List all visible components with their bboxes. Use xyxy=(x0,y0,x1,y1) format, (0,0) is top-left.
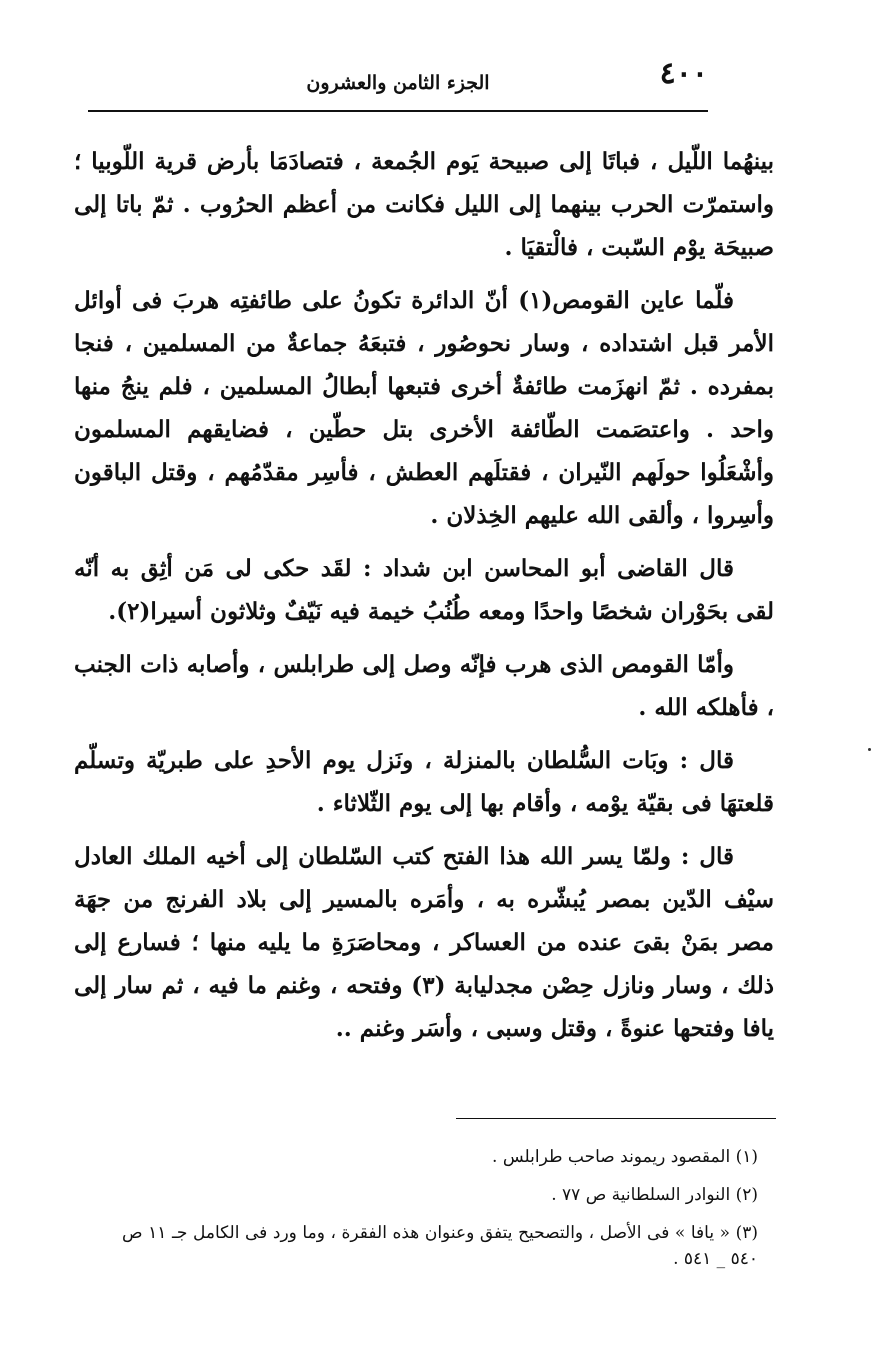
paragraph-4: وأمّا القومص الذى هرب فإنّه وصل إلى طرابلس ، وأصابه ذات الجنب ، فأهلكه الله . xyxy=(74,651,774,721)
paragraph-5: قال : وبَات السُّلطان بالمنزلة ، ونَزل يوم الأحدِ على طبريّة وتسلّم قلعتهَا فى بقيّة يوْمه ، وأقام بها إلى يوم الثّلاثاء . xyxy=(74,747,774,817)
paragraph-6: قال : ولمّا يسر الله هذا الفتح كتب السّلطان إلى أخيه الملك العادل سيْف الدّين بمصر يُبشّره به ، وأمَره بالمسير إلى بلاد الفرنج من جهَة مصر بمَنْ بقىَ عنده من العساكر ، ومحاصَرَةِ ما يليه منها ؛ فسارع إلى ذلك ، وسار ونازل حِصْن مجدليابة (٣) وفتحه ، وغنم ما فيه ، ثم سار إلى يافا وفتحها عنوةً ، وقتل وسبى ، وأسَر وغنم .. xyxy=(74,843,774,1042)
page-number: ٤٠٠ xyxy=(659,56,708,91)
main-text xyxy=(74,140,774,1060)
paragraph-2: فلّما عاين القومص(١) أنّ الدائرة تكونُ على طائفتِه هربَ فى أوائل الأمر قبل اشتداده ، وسار نحوصُور ، فتبعَهُ جماعةٌ من المسلمين ، فنجا بمفرده . ثمّ انهزَمت طائفةٌ أخرى فتبعها أبطالُ المسلمين ، فلم ينجُ منها واحد . واعتصَمت الطّائفة الأخرى بتل حطّين ، فضايقهم المسلمون وأشْعَلُوا حولَهم النّيران ، فقتلَهم العطش ، فأسِر مقدّمُهم ، وقتل الباقون وأسِروا ، وألقى الله عليهم الخِذلان . xyxy=(74,287,774,529)
footnote-3: (٣) « يافا » فى الأصل ، والتصحيح يتفق وعنوان هذه الفقرة ، وما ورد فى الكامل جـ ١١ ص ٥٤٠ _ ٥٤١ . xyxy=(122,1223,758,1269)
footnote-rule xyxy=(456,1118,776,1119)
page-header xyxy=(88,52,708,108)
paragraph-3: قال القاضى أبو المحاسن ابن شداد : لقَد حكى لى مَن أثِق به أنّه لقى بحَوْران شخصًا واحدًا ومعه طُنُبُ خيمة فيه نَيّفٌ وثلاثون أسيرا(٢). xyxy=(74,555,774,625)
margin-speck xyxy=(868,748,871,751)
running-title: الجزء الثامن والعشرون xyxy=(306,72,490,94)
footnotes xyxy=(122,1144,758,1284)
header-rule xyxy=(88,110,708,112)
paragraph-1: بينهُما اللّيل ، فباتَا إلى صبيحة يَوم الجُمعة ، فتصادَمَا بأرض قرية اللّوبيا ؛ واستمرّت الحرب بينهما إلى الليل فكانت من أعظم الحرُوب . ثمّ باتا إلى صبيحَة يوْم السّبت ، فالْتقيَا . xyxy=(74,148,774,261)
footnote-2: (٢) النوادر السلطانية ص ٧٧ . xyxy=(551,1185,758,1205)
footnote-1: (١) المقصود ريموند صاحب طرابلس . xyxy=(492,1147,758,1167)
